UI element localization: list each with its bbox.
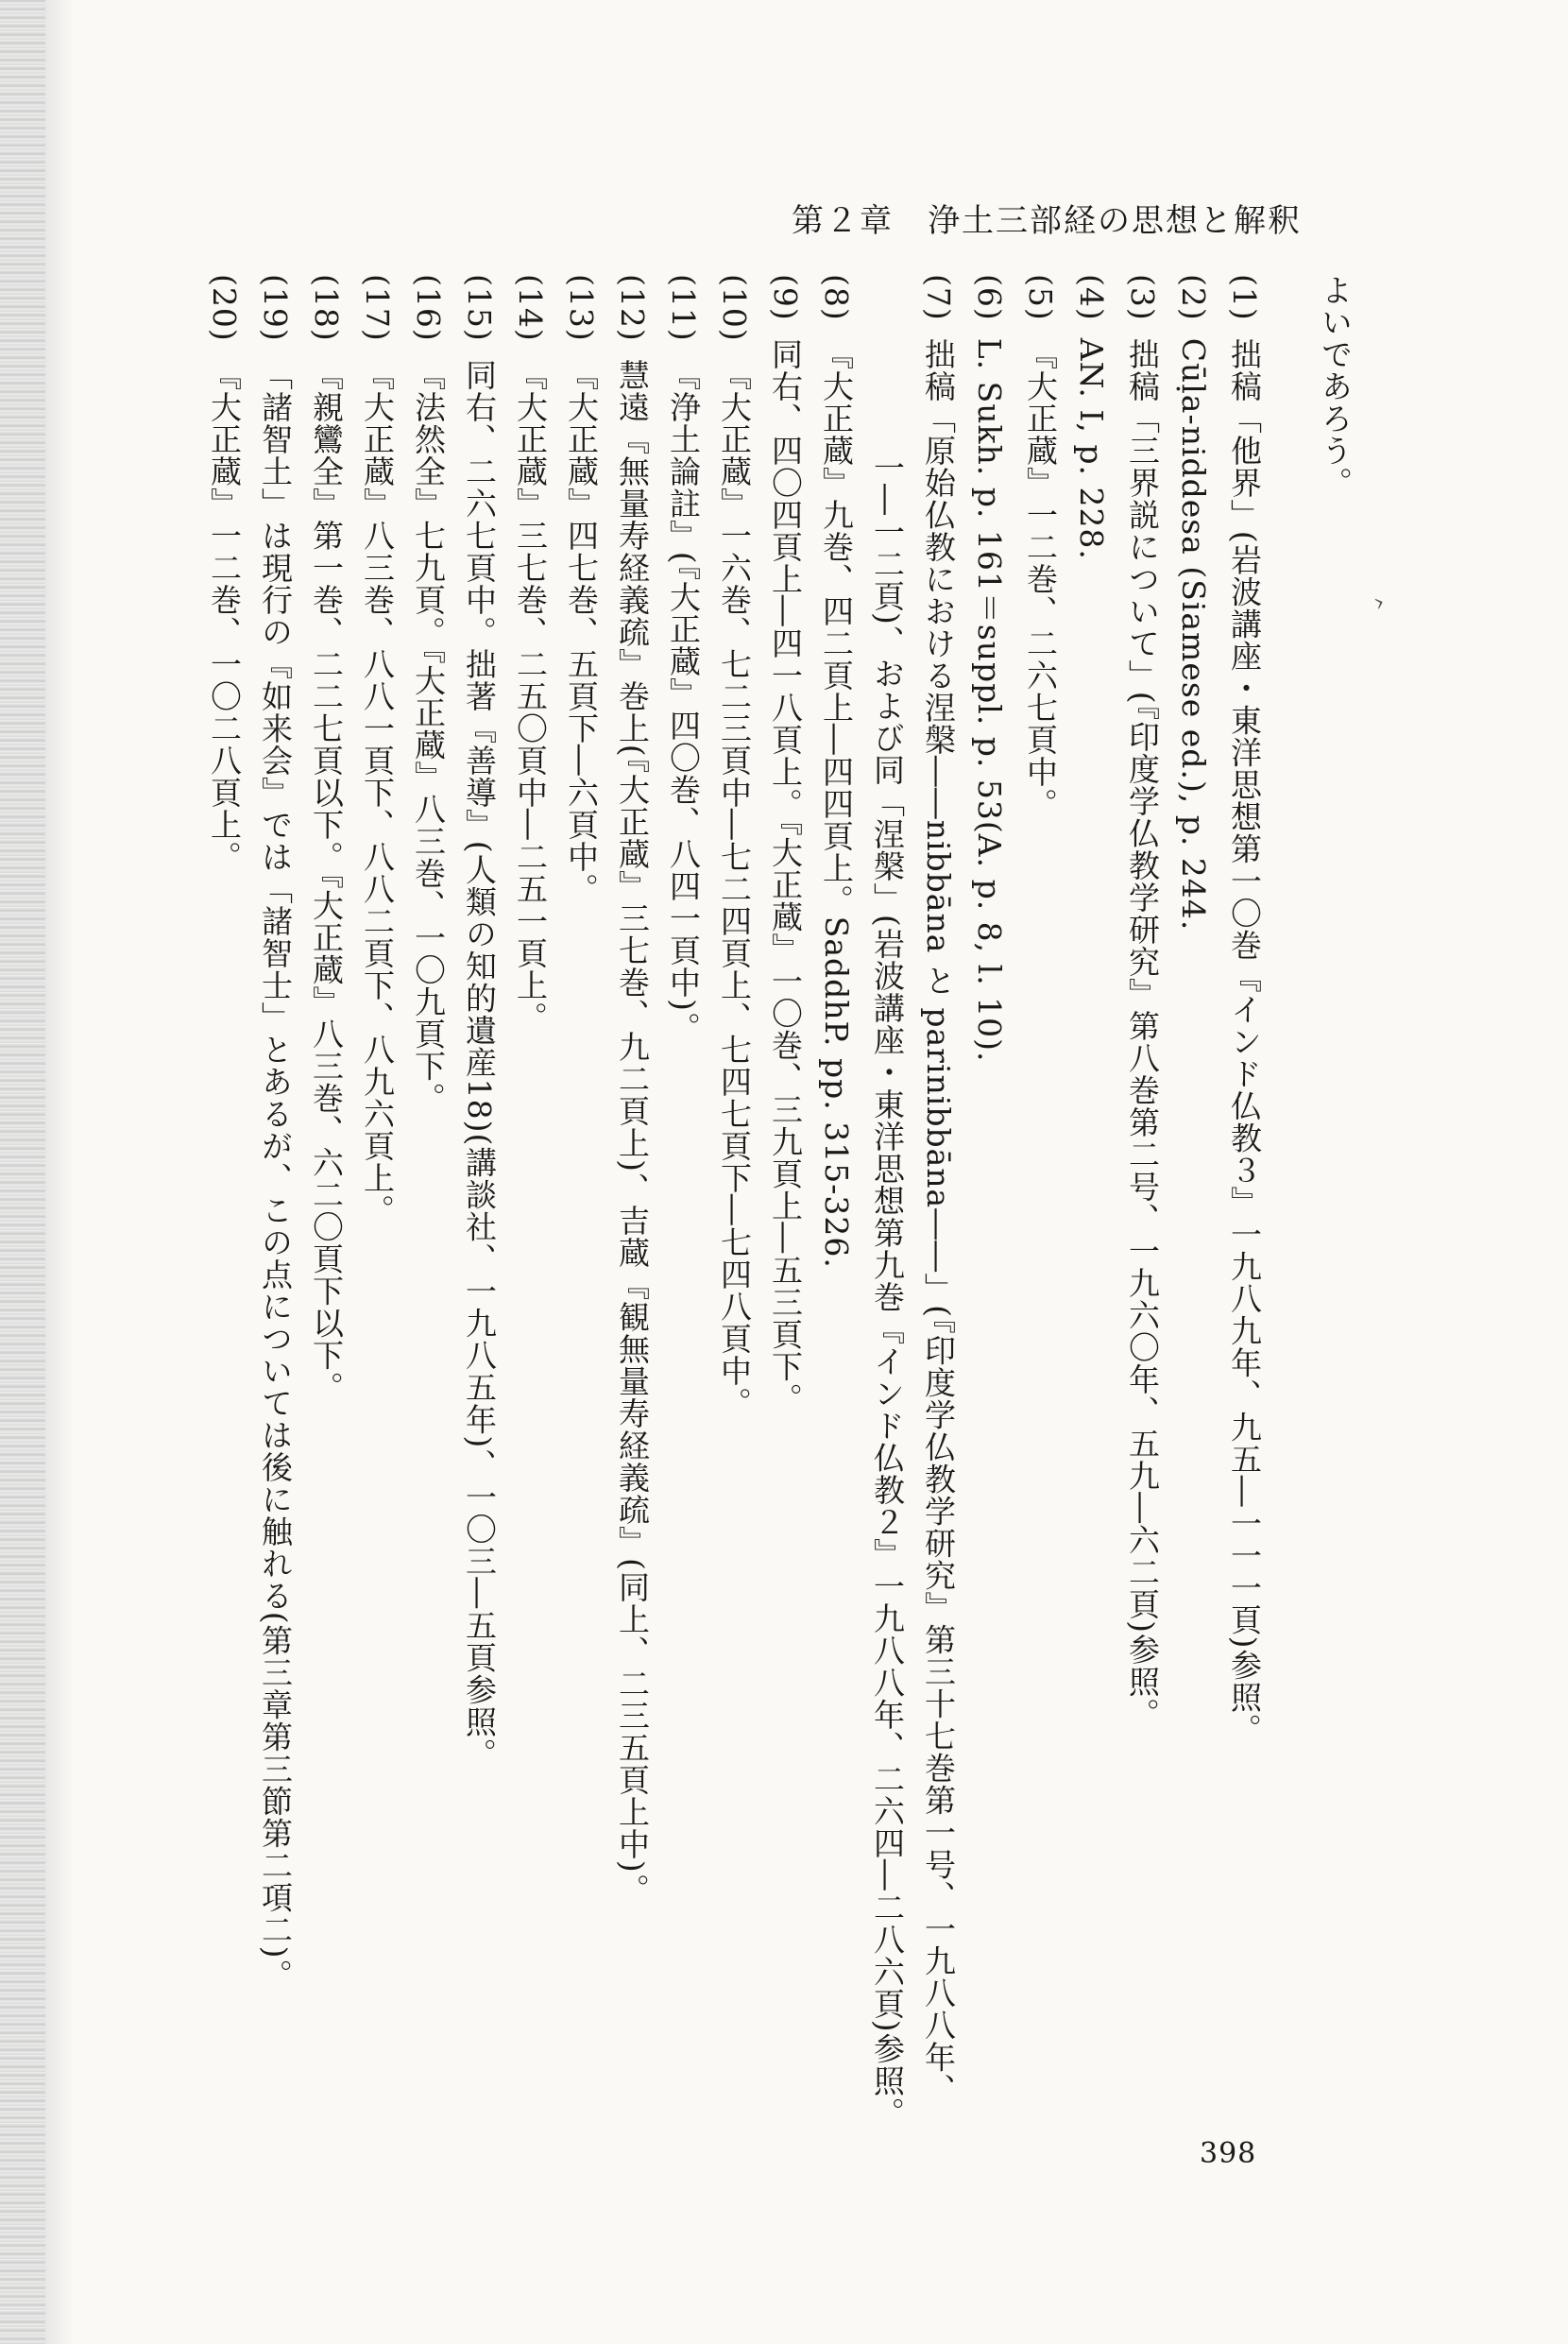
- note-16: [402, 274, 453, 2069]
- binding-edge-shadow: [0, 0, 45, 2344]
- note-19: [249, 274, 300, 2069]
- note-number: (2): [1175, 274, 1212, 321]
- note-text: 『大正蔵』一二巻、一〇二八頁上。: [206, 358, 243, 873]
- note-text: 『親鸞全』第一巻、二二七頁以下。『大正蔵』八三巻、六二〇頁下以下。: [308, 358, 345, 1404]
- note-17: [351, 274, 402, 2069]
- note-1: [1219, 274, 1270, 2069]
- note-number: (3): [1124, 274, 1161, 321]
- note-text: 拙稿「他界」(岩波講座・東洋思想第一〇巻『インド仏教３』一九八九年、九五―一一一頁)参照。: [1226, 337, 1263, 1746]
- note-12: [606, 274, 657, 2069]
- note-15: [453, 274, 504, 2069]
- note-8: [810, 274, 861, 2069]
- note-number: (4): [1073, 274, 1110, 321]
- note-text: 『大正蔵』九巻、四二頁上―四四頁上。SaddhP. pp. 315-326.: [818, 337, 855, 1269]
- note-text: L. Sukh. p. 161＝suppl. p. 53(A. p. 8, l. 10).: [971, 337, 1008, 1063]
- note-text: 『大正蔵』一二巻、二六七頁中。: [1022, 337, 1059, 820]
- note-number: (9): [767, 274, 804, 321]
- note-10: [708, 274, 759, 2069]
- note-9: [759, 274, 810, 2069]
- note-text: 一―一二頁)、および同「涅槃」(岩波講座・東洋思想第九巻『インド仏教２』一九八八年、二六四―二八六頁)参照。: [869, 452, 906, 2130]
- note-text: 同右、四〇四頁上―四一八頁上。『大正蔵』一〇巻、三九頁上―五三頁下。: [767, 337, 804, 1415]
- note-text: 『大正蔵』一六巻、七二三頁中―七二四頁上、七四七頁下―七四八頁中。: [716, 358, 753, 1419]
- note-text: 『浄土論註』(『大正蔵』四〇巻、八四一頁中)。: [665, 358, 702, 1044]
- note-6: [963, 274, 1014, 2069]
- note-text: 『大正蔵』三七巻、二五〇頁中―二五一頁上。: [512, 358, 549, 1034]
- note-number: (1): [1226, 274, 1263, 321]
- note-text: 拙稿「原始仏教における涅槃――nibbāna と parinibbāna――」(『印度学仏教学研究』第三十七巻第一号、一九八八年、: [920, 337, 957, 2106]
- note-14: [504, 274, 555, 2069]
- note-3: [1116, 274, 1167, 2069]
- note-number: (19): [257, 274, 294, 342]
- vertical-body-text: [198, 274, 1360, 2130]
- note-number: (12): [614, 274, 651, 342]
- margin-mark: ›: [1370, 588, 1389, 618]
- note-13: [555, 274, 606, 2069]
- note-number: (8): [818, 274, 855, 321]
- note-number: (17): [359, 274, 396, 342]
- note-number: (15): [461, 274, 498, 342]
- running-header: 第２章 浄土三部経の思想と解釈: [792, 202, 1302, 240]
- note-number: (20): [206, 274, 243, 342]
- note-number: (11): [665, 274, 702, 342]
- note-text: 『大正蔵』八三巻、八八一頁下、八八二頁下、八九六頁上。: [359, 358, 396, 1226]
- note-text: 「諸智土」は現行の『如来会』では「諸智士」とあるが、この点については後に触れる(第三章第三節第二項二)。: [257, 358, 294, 1992]
- page-number: 398: [1200, 2137, 1257, 2170]
- note-7-continuation: [861, 274, 912, 2130]
- note-number: (16): [410, 274, 447, 342]
- note-2: [1167, 274, 1219, 2069]
- note-number: (14): [512, 274, 549, 342]
- note-5: [1014, 274, 1065, 2069]
- note-number: (7): [920, 274, 957, 321]
- note-text: AN. I, p. 228.: [1073, 337, 1110, 560]
- note-text: 『法然全』七九頁。『大正蔵』八三巻、一〇九頁下。: [410, 358, 447, 1115]
- note-7: [912, 274, 963, 2106]
- note-number: (13): [563, 274, 600, 342]
- note-text: Cūḷa-niddesa (Siamese ed.), p. 244.: [1175, 337, 1212, 932]
- note-20: [198, 274, 249, 2069]
- note-text: 『大正蔵』四七巻、五頁下―六頁中。: [563, 358, 600, 905]
- note-number: (6): [971, 274, 1008, 321]
- note-18: [300, 274, 351, 2069]
- lead-text: よいであろう。: [1317, 274, 1354, 499]
- note-number: (10): [716, 274, 753, 342]
- note-11: [657, 274, 708, 2069]
- note-text: 慧遠『無量寿経義疏』巻上(『大正蔵』三七巻、九二頁上)、吉蔵『観無量寿経義疏』(同上、二三五頁上中)。: [614, 358, 651, 1906]
- note-number: (5): [1022, 274, 1059, 321]
- note-text: 同右、二六七頁中。拙著『善導』(人類の知的遺産18)(講談社、一九八五年)、一〇三―五頁参照。: [461, 358, 498, 1771]
- note-text: 拙稿「三界説について」(『印度学仏教学研究』第八巻第二号、一九六〇年、五九―六二頁)参照。: [1124, 337, 1161, 1730]
- note-number: (18): [308, 274, 345, 342]
- note-4: [1065, 274, 1116, 2069]
